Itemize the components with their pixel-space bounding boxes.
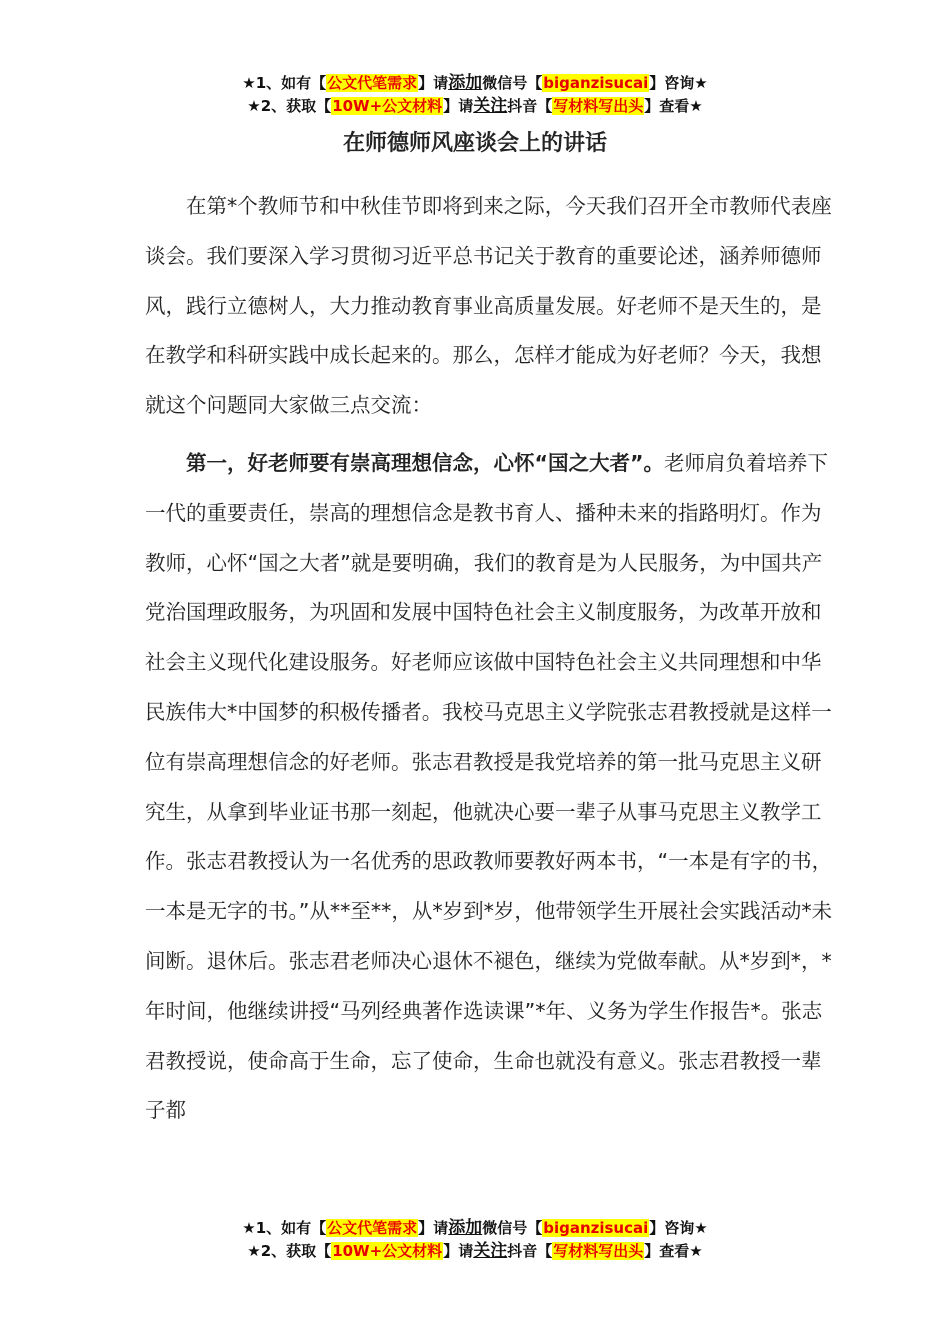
banner-text: ★2、获取【 bbox=[247, 1242, 332, 1260]
banner-text: 】请 bbox=[443, 97, 474, 115]
banner-highlight: 写材料写出头 bbox=[553, 97, 644, 115]
banner-text: 抖音【 bbox=[507, 1242, 553, 1260]
paragraph-1: 在第*个教师节和中秋佳节即将到来之际，今天我们召开全市教师代表座谈会。我们要深入学习贯彻习近平总书记关于教育的重要论述，涵养师德师风，践行立德树人，大力推动教育事业高质量发展。好老师不是天生的，是在教学和科研实践中成长起来的。那么，怎样才能成为好老师？今天，我想就这个问题同大家做三点交流： bbox=[145, 194, 832, 418]
banner-text: 】请 bbox=[443, 1242, 474, 1260]
banner-text: 】请 bbox=[418, 1219, 449, 1237]
paragraph-2-text: 老师肩负着培养下一代的重要责任，崇高的理想信念是教书育人、播种未来的指路明灯。作为教师，心怀“国之大者”就是要明确，我们的教育是为人民服务，为中国共产党治国理政服务，为巩固和发展中国特色社会主义制度服务，为改革开放和社会主义现代化建设服务。好老师应该做中国特色社会主义共同理想和中华民族伟大*中国梦的积极传播者。我校马克思主义学院张志君教授就是这样一位有崇高理想信念的好老师。张志君教授是我党培养的第一批马克思主义研究生，从拿到毕业证书那一刻起，他就决心要一辈子从事马克思主义教学工作。张志君教授认为一名优秀的思政教师要教好两本书，“一本是有字的书，一本是无字的书。”从**至**，从*岁到*岁，他带领学生开展社会实践活动*未间断。退休后。张志君老师决心退休不褪色，继续为党做奉献。从*岁到*，*年时间，他继续讲授“马列经典著作选读课”*年、义务为学生作报告*。张志君教授说，使命高于生命，忘了使命，生命也就没有意义。张志君教授一辈子都 bbox=[145, 450, 833, 1123]
banner-text: 】咨询★ bbox=[649, 74, 708, 92]
banner-emphasis: 关注 bbox=[473, 96, 508, 116]
banner-highlight: 10W+公文材料 bbox=[332, 1242, 443, 1260]
banner-text: ★2、获取【 bbox=[247, 97, 332, 115]
banner-text: 微信号【 bbox=[482, 74, 543, 92]
footer-line-2 bbox=[0, 1240, 950, 1263]
banner-text: ★1、如有【 bbox=[242, 1219, 327, 1237]
footer-line-1 bbox=[0, 1217, 950, 1240]
banner-highlight: biganzisucai bbox=[543, 1219, 649, 1237]
banner-text: 】请 bbox=[418, 74, 449, 92]
banner-highlight: 10W+公文材料 bbox=[332, 97, 443, 115]
banner-highlight: 公文代笔需求 bbox=[327, 1219, 418, 1237]
banner-text: ★1、如有【 bbox=[242, 74, 327, 92]
footer-banner bbox=[0, 1217, 950, 1263]
paragraph-2 bbox=[145, 439, 835, 1136]
banner-text: 】查看★ bbox=[644, 1242, 703, 1260]
section-heading: 第一，好老师要有崇高理想信念，心怀“国之大者”。 bbox=[186, 450, 664, 475]
banner-highlight: 公文代笔需求 bbox=[327, 74, 418, 92]
banner-emphasis: 添加 bbox=[448, 73, 483, 93]
banner-emphasis: 关注 bbox=[473, 1241, 508, 1261]
banner-line-2 bbox=[0, 95, 950, 118]
banner-highlight: 写材料写出头 bbox=[553, 1242, 644, 1260]
banner-text: 抖音【 bbox=[507, 97, 553, 115]
banner-text: 】查看★ bbox=[644, 97, 703, 115]
header-banner bbox=[0, 72, 950, 118]
banner-text: 】咨询★ bbox=[649, 1219, 708, 1237]
banner-text: 微信号【 bbox=[482, 1219, 543, 1237]
banner-highlight: biganzisucai bbox=[543, 74, 649, 92]
banner-emphasis: 添加 bbox=[448, 1218, 483, 1238]
document-title: 在师德师风座谈会上的讲话 bbox=[342, 131, 607, 156]
document-body bbox=[145, 182, 835, 1136]
banner-line-1 bbox=[0, 72, 950, 95]
